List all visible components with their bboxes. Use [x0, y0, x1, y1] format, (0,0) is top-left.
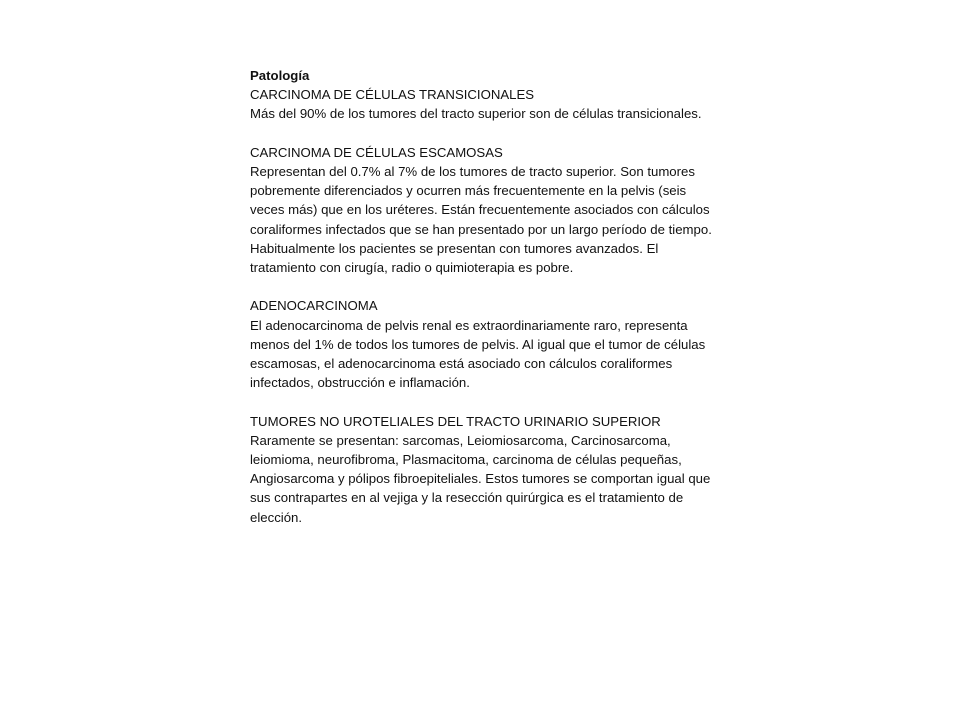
section-transitional-carcinoma: [250, 85, 718, 123]
section-non-urothelial-tumors: [250, 412, 718, 527]
section-squamous-carcinoma: [250, 143, 718, 277]
section-adenocarcinoma: [250, 296, 718, 392]
section-text: Representan del 0.7% al 7% de los tumores de tracto superior. Son tumores pobremente diferenciados y ocurren más frecuentemente en la pelvis (seis veces más) que en los uréteres. Están frecuentemente asociados con cálculos coraliformes infectados que se han presentado por un largo período de tiempo. Habitualmente los pacientes se presentan con tumores avanzados. El tratamiento con cirugía, radio o quimioterapia es pobre.: [250, 164, 712, 276]
section-heading: TUMORES NO UROTELIALES DEL TRACTO URINARIO SUPERIOR: [250, 413, 661, 429]
text-block: [250, 66, 718, 527]
section-text: Más del 90% de los tumores del tracto superior son de células transicionales.: [250, 106, 702, 122]
section-heading: CARCINOMA DE CÉLULAS TRANSICIONALES: [250, 87, 535, 103]
section-heading: CARCINOMA DE CÉLULAS ESCAMOSAS: [250, 144, 503, 160]
section-text: El adenocarcinoma de pelvis renal es extraordinariamente raro, representa menos del 1% de todos los tumores de pelvis. Al igual que el tumor de células escamosas, el adenocarcinoma está asociado con cálculos coraliformes infectados, obstrucción e inflamación.: [250, 317, 706, 391]
section-text: Raramente se presentan: sarcomas, Leiomiosarcoma, Carcinosarcoma, leiomioma, neurofibroma, Plasmacitoma, carcinoma de células pequeñas, Angiosarcoma y pólipos fibroepiteliales. Estos tumores se comportan igual que sus contrapartes en al vejiga y la resección quirúrgica es el tratamiento de elección.: [250, 432, 711, 525]
section-heading: ADENOCARCINOMA: [250, 298, 378, 314]
page-title: Patología: [250, 68, 310, 83]
